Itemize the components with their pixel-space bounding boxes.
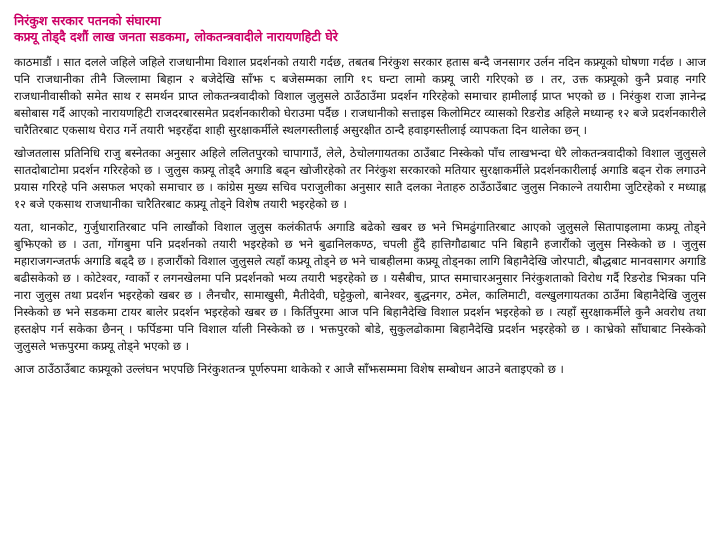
article-kicker: निरंकुश सरकार पतनको संघारमा bbox=[14, 13, 161, 28]
article-body bbox=[14, 54, 706, 378]
article-paragraph: खोजतलास प्रतिनिधि राजु बस्नेतका अनुसार अहिले ललितपुरको चापागाउँ, लेले, ठेचोलगायतका ठाउँबाट निस्केको पाँच लाखभन्दा धेरै लोकतन्त्रवादीको विशाल जुलुसले सातदोबाटोमा प्रदर्शन गरिरहेको छ । जुलुस कफ्र्यू तोड्दै अगाडि बढ्न खोजीरहेको तर निरंकुश सरकारको मतियार सुरक्षाकर्मीले प्रदर्शनकारीलाई अगाडि बढ्न रोक लगाउने प्रयास गरिरहे पनि असफल भएको समाचार छ । कांग्रेस मुख्य सचिव पराजुलीका अनुसार सातै दलका नेताहरु ठाउँठाउँबाट जुलुस निकाल्ने तयारीमा जुटिरहेको र मध्याह्न १२ बजे एकसाथ राजधानीका चारैतिरबाट कफ्र्यू तोड्ने विशेष तयारी भइरहेको छ । bbox=[14, 146, 706, 211]
article-paragraph: यता, थानकोट, गुर्जुधारातिरबाट पनि लाखौंको विशाल जुलुस कलंकीतर्फ अगाडि बढेको खबर छ भने भिमढुंगातिरबाट आएको जुलुसले सितापाइलामा कफ्र्यू तोड्ने बुझिएको छ । उता, गोंगबुमा पनि प्रदर्शनको तयारी भइरहेको छ भने बुढानिलकण्ठ, चपली हुँदै हात्तिगौढाबाट पनि बिहानै हजारौंको जुलुस निस्केको छ । जुलुस महाराजगन्जतर्फ अगाडि बढ्दै छ । हजारौंको विशाल जुलुसले त्यहाँ कफ्र्यू तोड्ने छ भने चाबहीलमा कफ्र्यू तोड्नका लागि बिहानैदेखि जोरपाटी, बौद्धबाट मानवसागर अगाडि बढीसकेको छ । कोटेश्वर, ग्वार्को र लगनखेलमा पनि प्रदर्शनको भव्य तयारी भइरहेको छ । यसैबीच, प्राप्त समाचारअनुसार निरंकुशताको विरोध गर्दै रिङरोड भित्रका पनि नारा जुलुस तथा प्रदर्शन भइरहेको खबर छ । लैनचौर, सामाखुसी, मैतीदेवी, घट्टेकुलो, बानेश्वर, बुद्धनगर, ठमेल, कालिमाटी, वल्खुलगायतका ठाउँमा बिहानैदेखि जुलुस निस्केको छ भने सडकमा टायर बालेर प्रदर्शन भइरहेको खबर छ । किर्तिपुरमा आज पनि बिहानैदेखि विशाल प्रदर्शन भइरहेको छ । त्यहाँ सुरक्षाकर्मीले कुनै अवरोध तथा हस्तक्षेप गर्न सकेका छैनन् । फर्पिङमा पनि विशाल र्याली निस्केको छ । भक्तपुरको बोडे, सुकुलढोकामा बिहानैदेखि प्रदर्शन भइरहेको छ । काभ्रेको साँघाबाट निस्केको जुलुसले भक्तपुरमा कफ्र्यू तोड्ने भएको छ । bbox=[14, 220, 706, 353]
article-paragraph-lead: काठमाडौं । सात दलले जहिले जहिले राजधानीमा विशाल प्रदर्शनको तयारी गर्दछ, तबतब निरंकुश सरकार हतास बन्दै जनसागर उर्लन नदिन कफ्र्यूको घोषणा गर्दछ । आज पनि राजधानीका तीनै जिल्लामा बिहान २ बजेदेखि साँझ ८ बजेसम्मका लागि १८ घन्टा लामो कफ्र्यू जारी गरिएको छ । तर, उक्त कफ्र्यूको कुनै प्रवाह नगरि राजधानीवासीको समेत साथ र समर्थन प्राप्त लोकतन्त्रवादीको विशाल जुलुसले ठाउँठाउँमा प्रदर्शन गरिरहेको समाचार हामीलाई प्राप्त भएको छ । निरंकुश राजा ज्ञानेन्द्र बसोबास गर्दै आएको नारायणहिटी राजदरबारसमेत प्रदर्शनकारीको घेराउमा पर्दैछ । राजधानीको सत्ताइस किलोमिटर व्यासको रिङरोड अहिले मध्यान्ह १२ बजे प्रदर्शनकारीले चारैतिरबाट एकसाथ घेराउ गर्ने तयारी भइरहँदा शाही सुरक्षाकर्मीले स्थलगस्तीलाई असुरक्षीत ठान्दै हवाइगस्तीलाई व्यापकता दिन थालेका छन् । bbox=[14, 55, 706, 137]
article-paragraph-closing: आज ठाउँठाउँबाट कफ्र्यूको उल्लंघन भएपछि निरंकुशतन्त्र पूर्णरुपमा थाकेको र आजै साँझसम्ममा विशेष सम्बोधन आउने बताइएको छ । bbox=[14, 362, 564, 376]
article-headline: कफ्र्यू तोड्दै दशौं लाख जनता सडकमा, लोकतन्त्रवादीले नारायणहिटी घेरे bbox=[14, 29, 338, 44]
